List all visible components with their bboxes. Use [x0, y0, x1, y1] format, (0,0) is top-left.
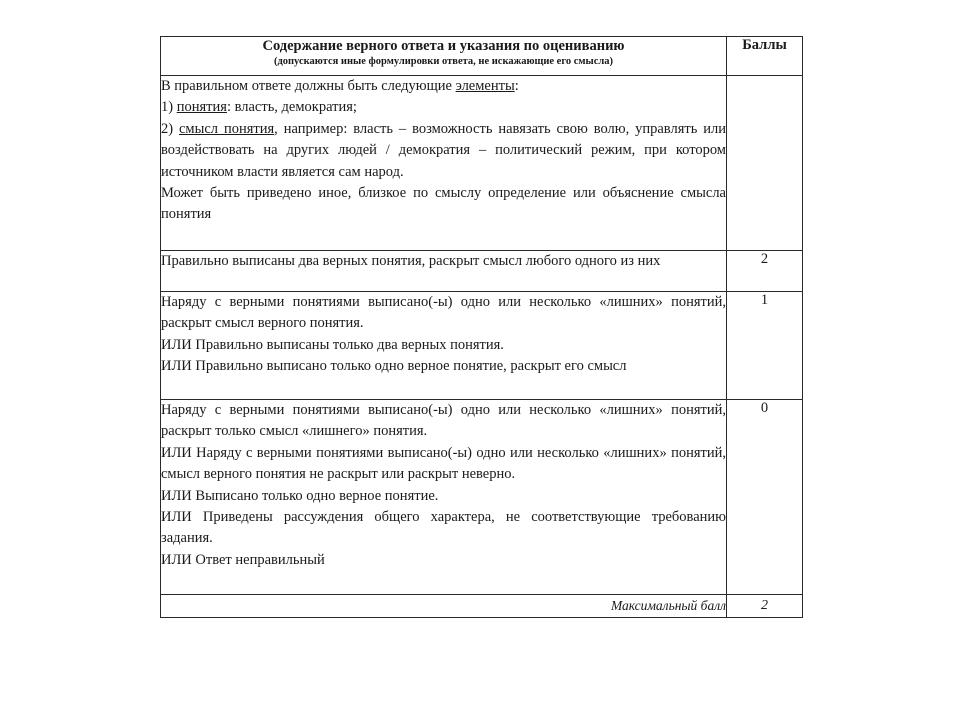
score-0-criteria-line: ИЛИ Ответ неправильный — [161, 551, 325, 568]
max-score-row — [161, 595, 803, 618]
score-0-row — [161, 400, 803, 595]
grading-sheet — [160, 36, 802, 618]
score-1-row — [161, 292, 803, 400]
elements-underlined: элементы — [455, 78, 515, 94]
score-1-criteria-line: Наряду с верными понятиями выписано(-ы) одно или несколько «лишних» понятий, раскрыт смысл верного понятия. — [161, 294, 726, 332]
score-1-criteria-line: ИЛИ Правильно выписано только одно верное понятие, раскрыт его смысл — [161, 358, 627, 375]
answer-elements-note: Может быть приведено иное, близкое по смыслу определение или объяснение смысла понятия — [161, 185, 726, 223]
grading-table — [160, 36, 803, 618]
score-1-value: 1 — [727, 292, 803, 400]
score-0-value: 0 — [727, 400, 803, 595]
answer-elements-cell — [161, 76, 727, 251]
score-0-criteria-line: ИЛИ Наряду с верными понятиями выписано(-ы) одно или несколько «лишних» понятий, смысл верного понятия не раскрыт или раскрыт неверно. — [161, 444, 726, 483]
score-header: Баллы — [727, 37, 803, 76]
score-1-criteria-line: ИЛИ Правильно выписаны только два верных понятия. — [161, 336, 504, 353]
answer-element-2: 2) смысл понятия, например: власть – возможность навязать свою волю, управлять или воздействовать на других людей / демократия – политический режим, при котором источником власти является сам народ. — [161, 120, 726, 180]
answer-elements-score — [727, 76, 803, 251]
answer-elements-lead: В правильном ответе должны быть следующие элементы: — [161, 78, 519, 94]
score-0-criteria-line: Наряду с верными понятиями выписано(-ы) одно или несколько «лишних» понятий, раскрыт только смысл «лишнего» понятия. — [161, 402, 726, 440]
max-score-label: Максимальный балл — [161, 595, 727, 618]
meaning-underlined: смысл понятия — [179, 120, 275, 137]
answer-elements-row — [161, 76, 803, 251]
header-row — [161, 37, 803, 76]
score-2-value: 2 — [727, 251, 803, 292]
score-1-criteria — [161, 292, 727, 400]
score-2-row — [161, 251, 803, 292]
score-0-criteria-line: ИЛИ Приведены рассуждения общего характера, не соответствующие требованию задания. — [161, 509, 726, 547]
concepts-underlined: понятия — [176, 99, 227, 116]
content-header — [161, 37, 727, 76]
max-score-value: 2 — [727, 595, 803, 618]
score-0-criteria-line: ИЛИ Выписано только одно верное понятие. — [161, 487, 439, 504]
content-header-subtitle: (допускаются иные формулировки ответа, не искажающие его смысла) — [273, 56, 614, 67]
score-2-criteria: Правильно выписаны два верных понятия, раскрыт смысл любого одного из них — [161, 251, 727, 292]
answer-element-1: 1) понятия: власть, демократия; — [161, 99, 357, 116]
content-header-title: Содержание верного ответа и указания по оцениванию — [262, 38, 625, 54]
score-0-criteria — [161, 400, 727, 595]
